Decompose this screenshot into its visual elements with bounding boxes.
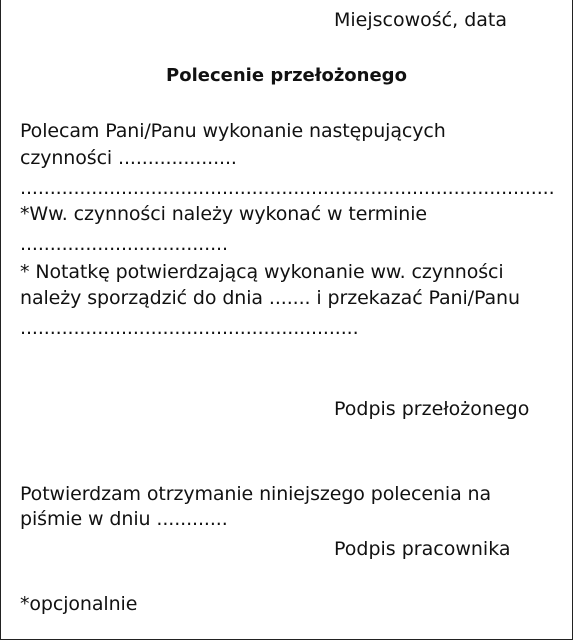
document-title: Polecenie przełożonego [166, 65, 407, 86]
instruction-line-3: .......................................................................................... [20, 177, 555, 199]
supervisor-signature-label: Podpis przełożonego [334, 398, 530, 420]
instruction-line-2: czynności .................... [20, 147, 237, 169]
note-line-3: ......................................................... [20, 317, 359, 339]
deadline-line-1: *Ww. czynności należy wykonać w terminie [20, 203, 428, 225]
footnote: *opcjonalnie [20, 593, 138, 615]
confirmation-line-2: piśmie w dniu ............ [20, 508, 228, 530]
note-line-2: należy sporządzić do dnia ....... i przekazać Pani/Panu [20, 287, 520, 309]
place-date-label: Miejscowość, data [334, 9, 507, 31]
instruction-line-1: Polecam Pani/Panu wykonanie następujących [20, 120, 446, 142]
employee-signature-label: Podpis pracownika [334, 538, 511, 560]
deadline-line-2: ................................... [20, 233, 228, 255]
confirmation-line-1: Potwierdzam otrzymanie niniejszego polecenia na [20, 483, 492, 505]
note-line-1: * Notatkę potwierdzającą wykonanie ww. czynności [20, 261, 504, 283]
